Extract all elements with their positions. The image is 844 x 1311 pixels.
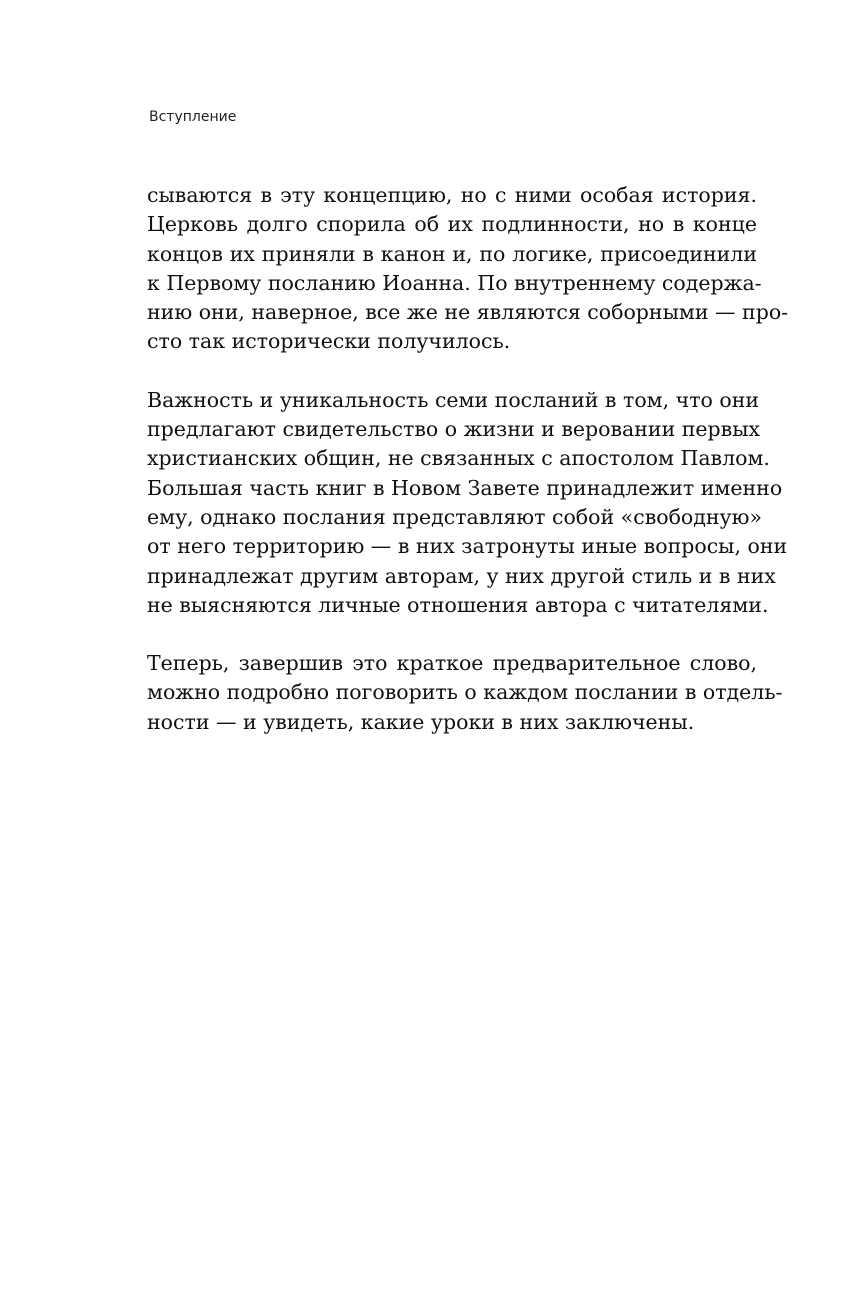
text-line: нию они, наверное, все же не являются соборными — про- <box>147 300 789 325</box>
text-line: ности — и увидеть, какие уроки в них заключены. <box>147 709 695 734</box>
text-line: можно подробно поговорить о каждом послании в отдель- <box>147 680 783 705</box>
text-line: Важность и уникальность семи посланий в том, что они <box>147 387 760 412</box>
body-text <box>147 181 789 737</box>
paragraph-3 <box>147 649 783 737</box>
text-line: предлагают свидетельство о жизни и веровании первых <box>147 417 761 442</box>
text-line: ему, однако послания представляют собой «свободную» <box>147 504 762 529</box>
running-head: Вступление <box>149 109 237 125</box>
text-line: к Первому посланию Иоанна. По внутреннему содержа- <box>147 270 762 295</box>
text-line: концов их приняли в канон и, по логике, присоединили <box>147 241 757 266</box>
text-line: не выясняются личные отношения автора с читателями. <box>147 592 769 617</box>
text-line: сываются в эту концепцию, но с ними особая история. <box>147 183 757 207</box>
paragraph-1 <box>147 181 789 357</box>
text-line: Большая часть книг в Новом Завете принадлежит именно <box>147 475 783 500</box>
text-line: Церковь долго спорила об их подлинности, но в конце <box>147 212 757 237</box>
text-line: Теперь, завершив это краткое предварительное слово, <box>147 651 757 676</box>
text-line: христианских общин, не связанных с апостолом Павлом. <box>147 446 770 471</box>
paragraph-2 <box>147 386 788 620</box>
text-line: от него территорию — в них затронуты иные вопросы, они <box>147 534 788 559</box>
text-line: сто так исторически получилось. <box>147 329 511 354</box>
text-line: принадлежат другим авторам, у них другой стиль и в них <box>147 563 776 588</box>
